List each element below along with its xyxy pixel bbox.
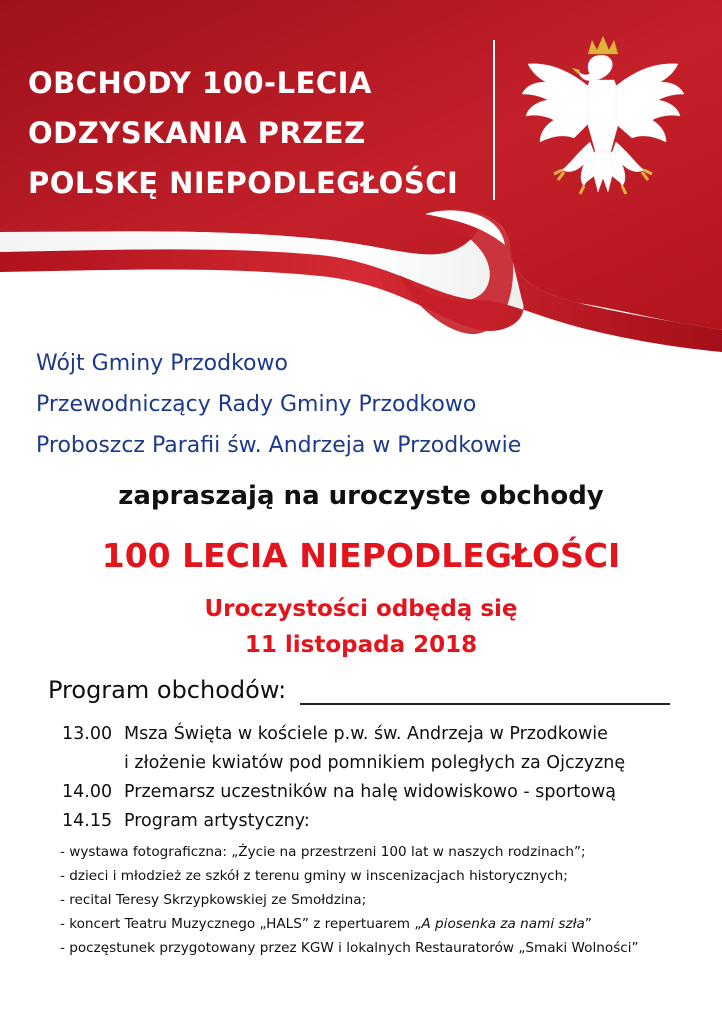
schedule-item xyxy=(62,753,625,773)
program-title: Program obchodów: xyxy=(48,676,287,704)
date-intro: Uroczystości odbędą się xyxy=(204,596,518,622)
organizer-line: Proboszcz Parafii św. Andrzeja w Przodkowie xyxy=(36,433,522,458)
organizers-list xyxy=(36,343,521,466)
organizer-line: Wójt Gminy Przodkowo xyxy=(36,351,288,376)
title-line: OBCHODY 100-LECIA xyxy=(28,66,372,100)
schedule-item xyxy=(62,811,310,831)
banner-title xyxy=(28,58,458,208)
activity-item: - dzieci i młodzież ze szkół z terenu gminy w inscenizacjach historycznych; xyxy=(60,868,568,884)
schedule-time: 14.15 xyxy=(62,811,113,831)
schedule-text: Program artystyczny: xyxy=(124,811,310,831)
activity-item xyxy=(60,912,639,936)
activity-item: - poczęstunek przygotowany przez KGW i lokalnych Restauratorów „Smaki Wolności” xyxy=(60,940,639,956)
title-line: ODZYSKANIA PRZEZ xyxy=(28,116,366,150)
event-date: 11 listopada 2018 xyxy=(244,632,478,658)
schedule-text: i złożenie kwiatów pod pomnikiem poległych za Ojczyznę xyxy=(124,753,626,773)
activity-item: - recital Teresy Skrzypkowskiej ze Smołdzina; xyxy=(60,892,367,908)
schedule-time: 13.00 xyxy=(62,724,113,744)
event-headline: 100 LECIA NIEPODLEGŁOŚCI xyxy=(101,536,621,575)
invitation-text: zapraszają na uroczyste obchody xyxy=(118,481,604,511)
activities-list xyxy=(60,840,639,960)
activity-item: - wystawa fotograficzna: „Życie na przestrzeni 100 lat w naszych rodzinach”; xyxy=(60,844,586,860)
schedule-item xyxy=(62,724,608,744)
schedule-time: 14.00 xyxy=(62,782,113,802)
organizer-line: Przewodniczący Rady Gminy Przodkowo xyxy=(36,392,477,417)
polish-eagle-icon xyxy=(518,34,688,214)
song-title: A piosenka za nami szła xyxy=(421,916,585,932)
schedule-text: Przemarsz uczestników na halę widowiskowo - sportową xyxy=(124,782,616,802)
program-underline xyxy=(300,703,670,705)
closing-quote: ” xyxy=(584,916,592,932)
activity-text: - koncert Teatru Muzycznego „HALS” z repertuarem „ xyxy=(60,916,422,932)
title-line: POLSKĘ NIEPODLEGŁOŚCI xyxy=(28,166,459,200)
banner-divider xyxy=(493,40,495,200)
crown-icon xyxy=(588,36,618,54)
schedule-item xyxy=(62,782,616,802)
schedule-text: Msza Święta w kościele p.w. św. Andrzeja w Przodkowie xyxy=(124,724,608,744)
